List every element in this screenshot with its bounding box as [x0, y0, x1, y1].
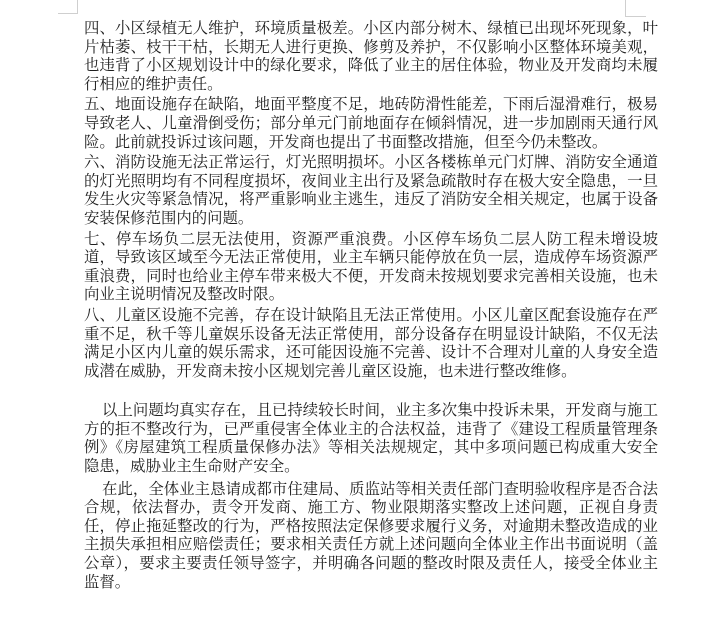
appeal-paragraph: 在此，全体业主恳请成都市住建局、质监站等相关责任部门查明验收程序是否合法合规，依法督办，责令开发商、施工方、物业限期落实整改上述问题，正视自身责任，停止拖延整改的行为，严格按照法定保修要求履行义务，对逾期未整改造成的业主损失承担相应赔偿责任；要求相关责任方就上述问题向全体业主作出书面说明（盖公章），要求主要责任领导签字，并明确各问题的整改时限及责任人，接受全体业主监督。: [84, 480, 658, 591]
issue-paragraph-7: 七、停车场负二层无法使用，资源严重浪费。小区停车场负二层人防工程未增设坡道，导致该区域至今无法正常使用，业主车辆只能停放在负一层，造成停车场资源严重浪费，同时也给业主停车带来极大不便，开发商未按规划要求完善相关设施，也未向业主说明情况及整改时限。: [84, 230, 658, 304]
issue-paragraph-6: 六、消防设施无法正常运行，灯光照明损坏。小区各楼栋单元门灯牌、消防安全通道的灯光照明均有不同程度损坏，夜间业主出行及紧急疏散时存在极大安全隐患，一旦发生火灾等紧急情况，将严重影响业主逃生，违反了消防安全相关规定，也属于设备安装保修范围内的问题。: [84, 154, 658, 227]
document-body: [84, 20, 658, 594]
issue-paragraph-5: 五、地面设施存在缺陷，地面平整度不足，地砖防滑性能差，下雨后湿滑难行，极易导致老人、儿童滑倒受伤；部分单元门前地面存在倾斜情况，进一步加剧雨天通行风险。此前就投诉过该问题，开发商也提出了书面整改措施，但至今仍未整改。: [84, 96, 658, 151]
issue-paragraph-8: 八、儿童区设施不完善，存在设计缺陷且无法正常使用。小区儿童区配套设施存在严重不足，秋千等儿童娱乐设备无法正常使用，部分设备存在明显设计缺陷，不仅无法满足小区内儿童的娱乐需求，还可能因设施不完善、设计不合理对儿童的人身安全造成潜在威胁，开发商未按小区规划完善儿童区设施，也未进行整改维修。: [84, 306, 658, 380]
text-boundary-mark-top-left: [58, 0, 78, 14]
summary-paragraph: 以上问题均真实存在，且已持续较长时间，业主多次集中投诉未果，开发商与施工方的拒不整改行为，已严重侵害全体业主的合法权益，违背了《建设工程质量管理条例》《房屋建筑工程质量保修办法》等相关法规规定，其中多项问题已构成重大安全隐患，威胁业主生命财产安全。: [84, 402, 658, 476]
issue-paragraph-4: 四、小区绿植无人维护，环境质量极差。小区内部分树木、绿植已出现坏死现象，叶片枯萎、枝干干枯，长期无人进行更换、修剪及养护，不仅影响小区整体环境美观，也违背了小区规划设计中的绿化要求，降低了业主的居住体验，物业及开发商均未履行相应的维护责任。: [84, 20, 658, 93]
text-boundary-mark-top-right: [625, 0, 646, 17]
